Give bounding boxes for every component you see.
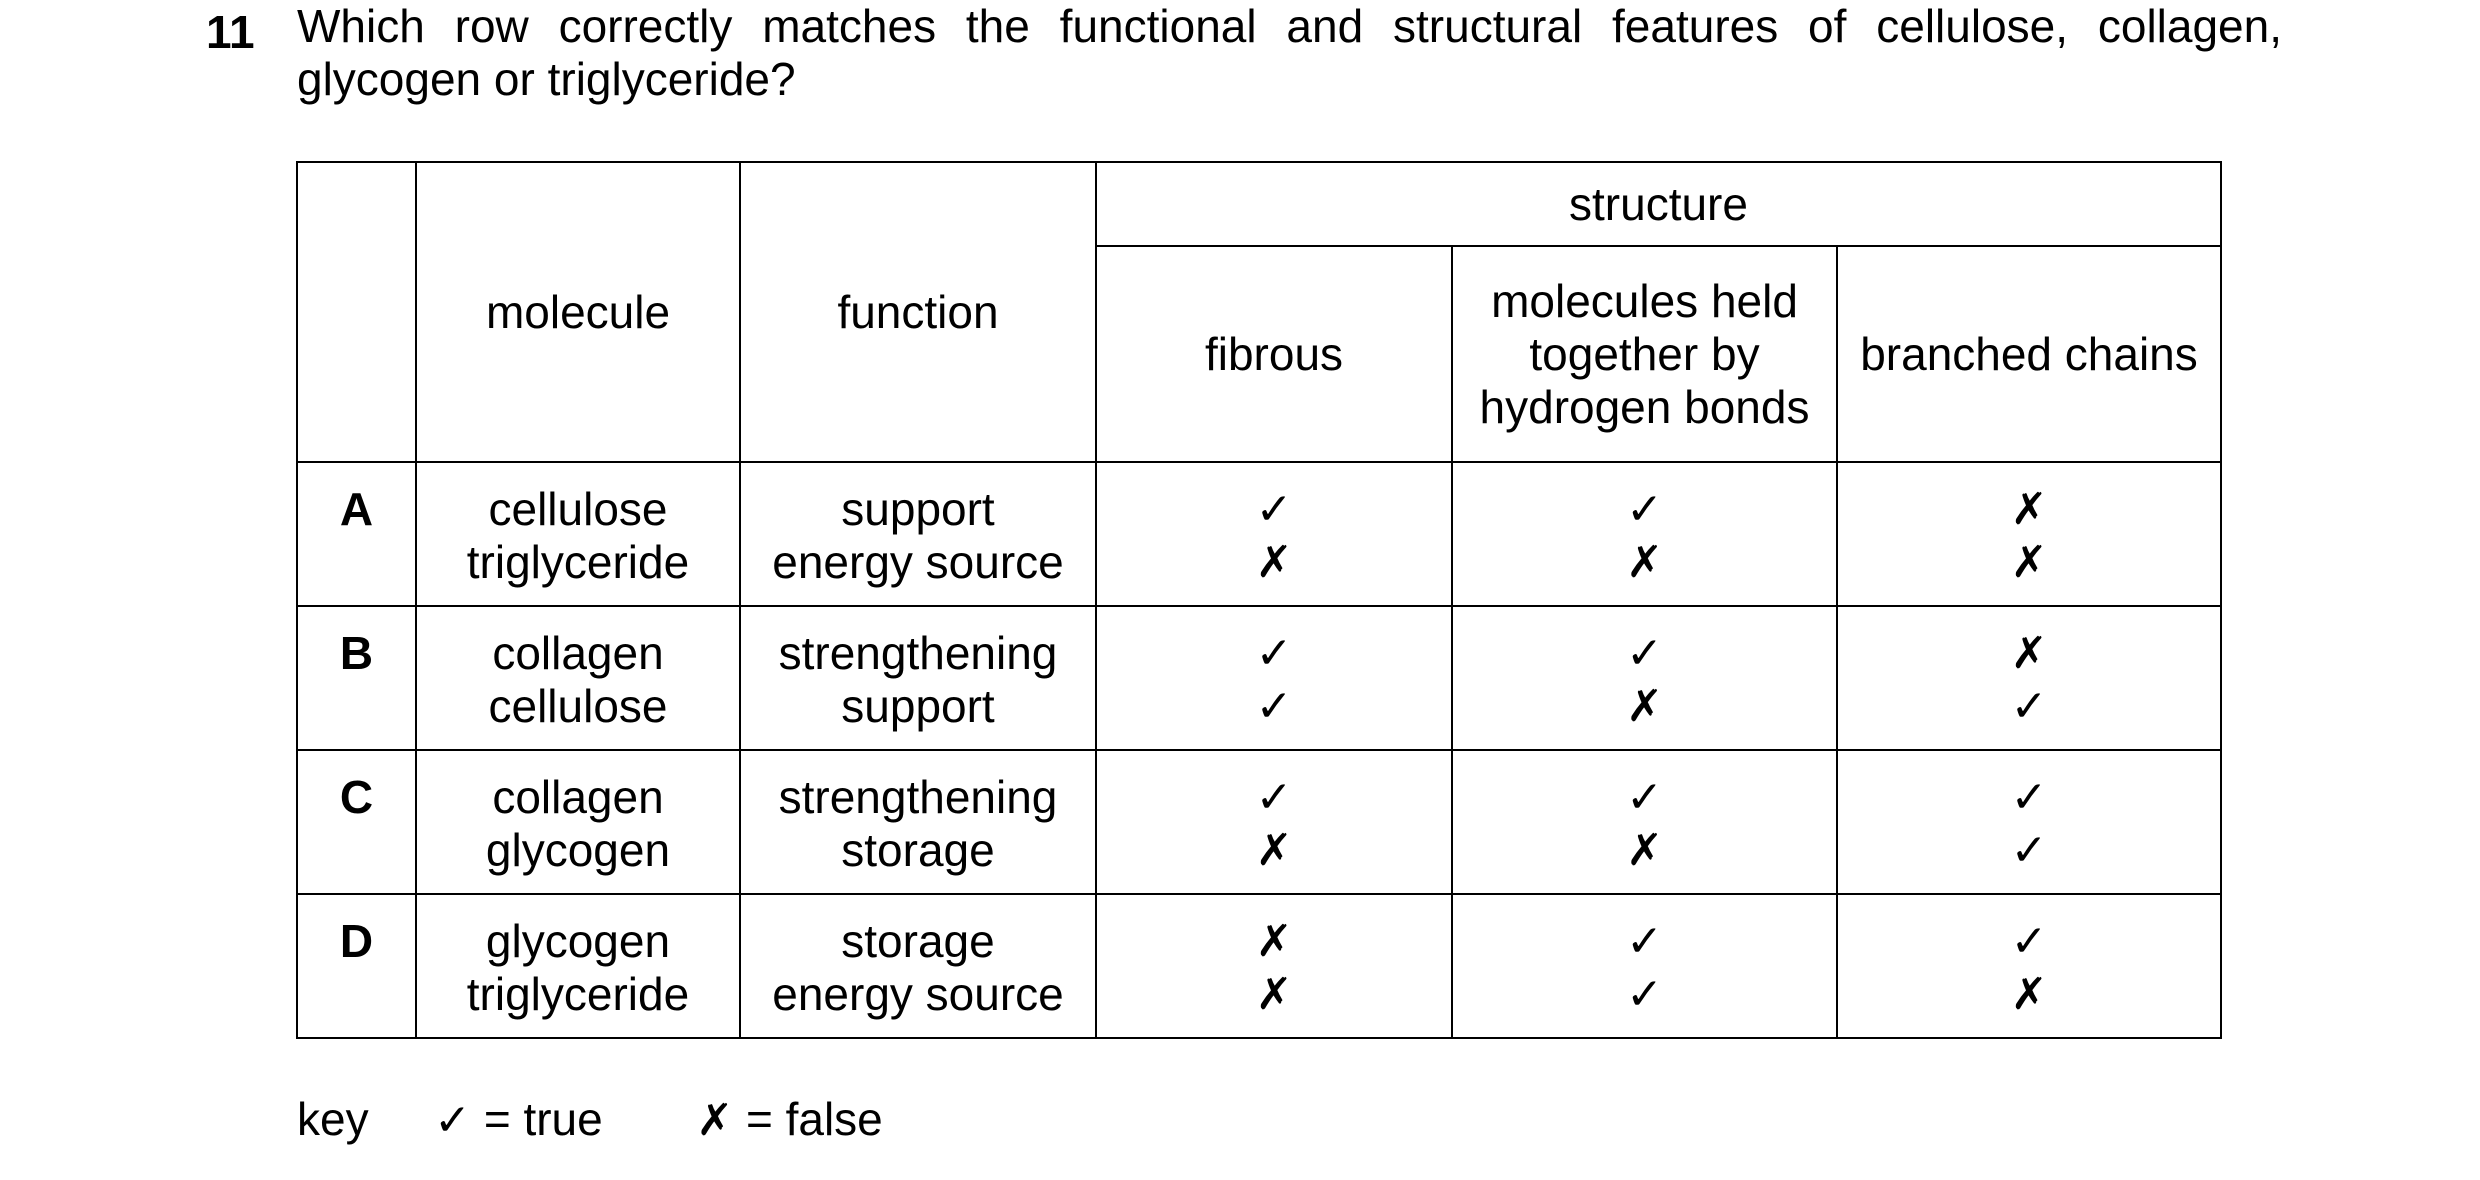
molecule-cell [416, 894, 740, 1038]
cross-icon: ✗ [1626, 825, 1663, 876]
header-fibrous: fibrous [1096, 246, 1452, 462]
molecule-cell [416, 606, 740, 750]
header-molecule: molecule [416, 162, 740, 462]
header-hydrogen-bonds [1452, 246, 1837, 462]
key-legend [297, 1089, 883, 1151]
branched-chains-cell [1837, 462, 2221, 606]
check-icon: ✓ [1255, 681, 1293, 732]
function-cell [740, 462, 1096, 606]
molecule-name: triglyceride [466, 968, 690, 1020]
check-icon: ✓ [2010, 916, 2048, 967]
molecule-name: cellulose [488, 680, 668, 732]
header-blank-cell [297, 162, 416, 462]
cross-icon: ✗ [1255, 969, 1293, 1020]
molecule-cell [416, 750, 740, 894]
check-icon: ✓ [2010, 681, 2048, 732]
function-cell [740, 750, 1096, 894]
molecule-name: glycogen [485, 824, 671, 876]
cross-icon: ✗ [2010, 628, 2048, 679]
header-function: function [740, 162, 1096, 462]
function-name: energy source [772, 536, 1064, 588]
check-icon: ✓ [2010, 772, 2048, 823]
function-name: energy source [772, 968, 1064, 1020]
check-icon: ✓ [2010, 825, 2048, 876]
header-hydrogen-bonds-line: together by [1529, 327, 1760, 380]
molecule-cell [416, 462, 740, 606]
cross-icon: ✗ [2010, 969, 2048, 1020]
molecule-name: glycogen [485, 915, 671, 967]
header-hydrogen-bonds-line: hydrogen bonds [1479, 380, 1810, 433]
branched-chains-cell [1837, 894, 2221, 1038]
header-branched-chains: branched chains [1837, 246, 2221, 462]
check-icon: ✓ [1626, 772, 1663, 823]
question-text: Which row correctly matches the functional and structural features of cellulose, collagen, glycogen or triglyceride? [297, 0, 2282, 105]
table-row [297, 606, 2221, 750]
cross-icon: ✗ [2010, 537, 2048, 588]
molecule-name: cellulose [488, 483, 668, 535]
check-icon: ✓ [1255, 772, 1293, 823]
fibrous-cell [1096, 750, 1452, 894]
header-hydrogen-bonds-line: molecules held [1491, 274, 1798, 327]
cross-icon: ✗ [1255, 916, 1293, 967]
fibrous-cell [1096, 894, 1452, 1038]
hydrogen-bonds-cell [1452, 462, 1837, 606]
hydrogen-bonds-cell [1452, 750, 1837, 894]
answer-table [296, 161, 2222, 1039]
header-structure: structure [1096, 162, 2221, 246]
function-name: support [841, 680, 995, 732]
check-icon: ✓ [434, 1095, 472, 1146]
cross-icon: ✗ [2010, 484, 2048, 535]
molecule-name: collagen [492, 627, 664, 679]
option-letter: B [297, 606, 416, 750]
table-row [297, 750, 2221, 894]
option-letter: C [297, 750, 416, 894]
check-icon: ✓ [1626, 916, 1663, 967]
molecule-name: collagen [492, 771, 664, 823]
cross-icon: ✗ [1626, 537, 1663, 588]
function-name: support [841, 483, 995, 535]
fibrous-cell [1096, 462, 1452, 606]
function-cell [740, 894, 1096, 1038]
check-icon: ✓ [1626, 969, 1663, 1020]
option-letter: A [297, 462, 416, 606]
function-name: storage [841, 915, 995, 967]
table-row [297, 462, 2221, 606]
branched-chains-cell [1837, 750, 2221, 894]
hydrogen-bonds-cell [1452, 606, 1837, 750]
function-name: strengthening [778, 627, 1058, 679]
branched-chains-cell [1837, 606, 2221, 750]
key-false-text: = false [745, 1093, 883, 1145]
cross-icon: ✗ [1255, 537, 1293, 588]
header-row-structure [297, 162, 2221, 246]
question-number: 11 [206, 6, 255, 58]
check-icon: ✓ [1626, 484, 1663, 535]
option-letter: D [297, 894, 416, 1038]
molecule-name: triglyceride [466, 536, 690, 588]
function-cell [740, 606, 1096, 750]
check-icon: ✓ [1255, 484, 1293, 535]
function-name: storage [841, 824, 995, 876]
check-icon: ✓ [1626, 628, 1663, 679]
cross-icon: ✗ [696, 1095, 734, 1146]
hydrogen-bonds-cell [1452, 894, 1837, 1038]
cross-icon: ✗ [1255, 825, 1293, 876]
table-row [297, 894, 2221, 1038]
cross-icon: ✗ [1626, 681, 1663, 732]
check-icon: ✓ [1255, 628, 1293, 679]
fibrous-cell [1096, 606, 1452, 750]
key-true-text: = true [483, 1093, 603, 1145]
function-name: strengthening [778, 771, 1058, 823]
key-label: key [297, 1093, 369, 1145]
